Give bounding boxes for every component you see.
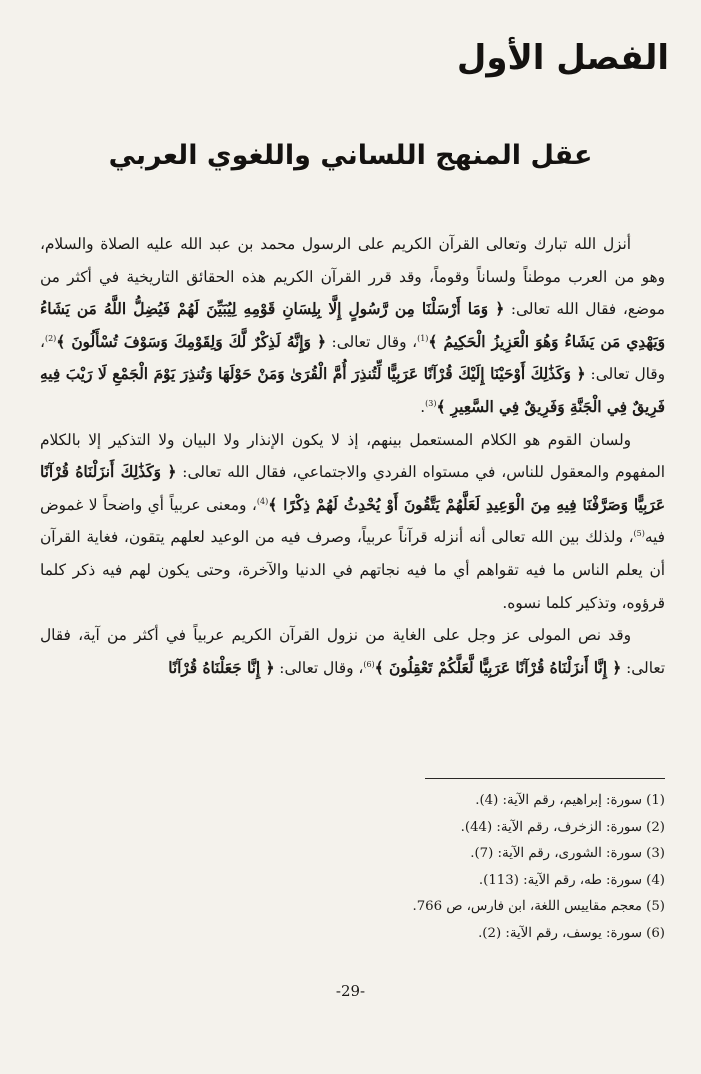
paragraph-text: أنزل الله تبارك وتعالى القرآن الكريم على الرسول محمد بن عبد الله عليه الصلاة والسلام، وهو من العرب موطناً ولساناً وقوماً، وقد قرر القرآن الكريم هذه الحقائق التاريخية في أكثر من موضع، فقال الله تعالى:	[40, 235, 665, 319]
paragraph-text: .	[420, 397, 426, 416]
footnote-marker: (5)	[633, 529, 645, 539]
footnote-item: (2) سورة: الزخرف، رقم الآية: (44).	[460, 819, 665, 835]
footnote-separator	[425, 778, 665, 779]
quran-verse: ﴿ وَمَا أَرْسَلْنَا مِن رَّسُولٍ إِلَّا بِلِسَانِ قَوْمِهِ لِيُبَيِّنَ لَهُمْ فَيُضِلُّ اللَّهُ مَن يَشَاءُ وَيَهْدِي مَن يَشَاءُ وَهُوَ الْعَزِيزُ الْحَكِيمُ ﴾	[40, 300, 665, 351]
chapter-label: الفصل الأول	[456, 38, 669, 78]
footnote-item: (6) سورة: يوسف، رقم الآية: (2).	[478, 925, 665, 941]
footnote-marker: (2)	[44, 333, 57, 343]
paragraph-text: ، وقال تعالى:	[325, 332, 418, 351]
footnote-item: (1) سورة: إبراهيم، رقم الآية: (4).	[475, 793, 665, 808]
paragraph	[40, 228, 665, 424]
chapter-title: عقل المنهج اللساني واللغوي العربي	[108, 140, 593, 171]
quran-verse: ﴿ وَكَذَٰلِكَ أَوْحَيْنَا إِلَيْكَ قُرْآنًا عَرَبِيًّا لِّتُنذِرَ أُمَّ الْقُرَىٰ وَمَنْ حَوْلَهَا وَتُنذِرَ يَوْمَ الْجَمْعِ لَا رَيْبَ فِيهِ فَرِيقٌ فِي الْجَنَّةِ وَفَرِيقٌ فِي السَّعِيرِ ﴾	[40, 365, 665, 416]
quran-verse: ﴿ وَإِنَّهُ لَذِكْرٌ لَّكَ وَلِقَوْمِكَ وَسَوْفَ تُسْأَلُونَ ﴾	[56, 332, 326, 351]
footnote-item: (3) سورة: الشورى، رقم الآية: (7).	[470, 846, 665, 862]
footnote-marker: (1)	[417, 333, 429, 343]
quran-verse: ﴿ وَكَذَٰلِكَ أَنزَلْنَاهُ قُرْآنًا عَرَبِيًّا وَصَرَّفْنَا فِيهِ مِنَ الْوَعِيدِ لَعَلَّهُمْ يَتَّقُونَ أَوْ يُحْدِثُ لَهُمْ ذِكْرًا ﴾	[40, 463, 665, 514]
paragraph-text: ولسان القوم هو الكلام المستعمل بينهم، إذ لا يكون الإنذار ولا البيان ولا التذكير إلا بالكلام المفهوم والمعقول للناس، في مستواه الفردي والاجتماعي، فقال الله تعالى:	[40, 430, 666, 482]
footnotes	[40, 788, 665, 948]
paragraph-text: ، ولذلك بين الله تعالى أنه أنزله قرآناً عربياً، وصرف فيه من الوعيد لعلهم يتقون، فغاية القرآن أن يعلم الناس ما فيه تقواهم أي ما فيه نجاتهم في الدنيا والآخرة، وحتى يكون لهم فيه ذكر كلما قرؤوه، وتذكير كلما نسوه.	[40, 528, 665, 612]
page-number: -29-	[335, 982, 366, 1000]
paragraph-text: ، وقال تعالى:	[274, 658, 364, 677]
footnote-marker: (3)	[425, 398, 437, 408]
paragraph-text: ، وقال تعالى:	[40, 332, 666, 384]
quran-verse: ﴿ إِنَّا أَنزَلْنَاهُ قُرْآنًا عَرَبِيًّا لَّعَلَّكُمْ تَعْقِلُونَ ﴾	[374, 658, 622, 677]
paragraph-text: ، ومعنى عربياً أي واضحاً لا غموض فيه	[40, 495, 665, 547]
footnote-item: (5) معجم مقاييس اللغة، ابن فارس، ص 766.	[412, 899, 665, 915]
paragraph-text: وقد نص المولى عز وجل على الغاية من نزول القرآن الكريم عربياً في أكثر من آية، فقال تعالى:	[40, 626, 665, 677]
quran-verse: ﴿ إِنَّا جَعَلْنَاهُ قُرْآنًا	[168, 658, 275, 677]
paragraph	[40, 424, 665, 620]
paragraph	[40, 619, 665, 684]
footnote-item: (4) سورة: طه، رقم الآية: (113).	[478, 872, 665, 888]
footnote-marker: (6)	[363, 659, 375, 669]
body-text	[40, 228, 665, 684]
footnote-marker: (4)	[256, 496, 269, 506]
